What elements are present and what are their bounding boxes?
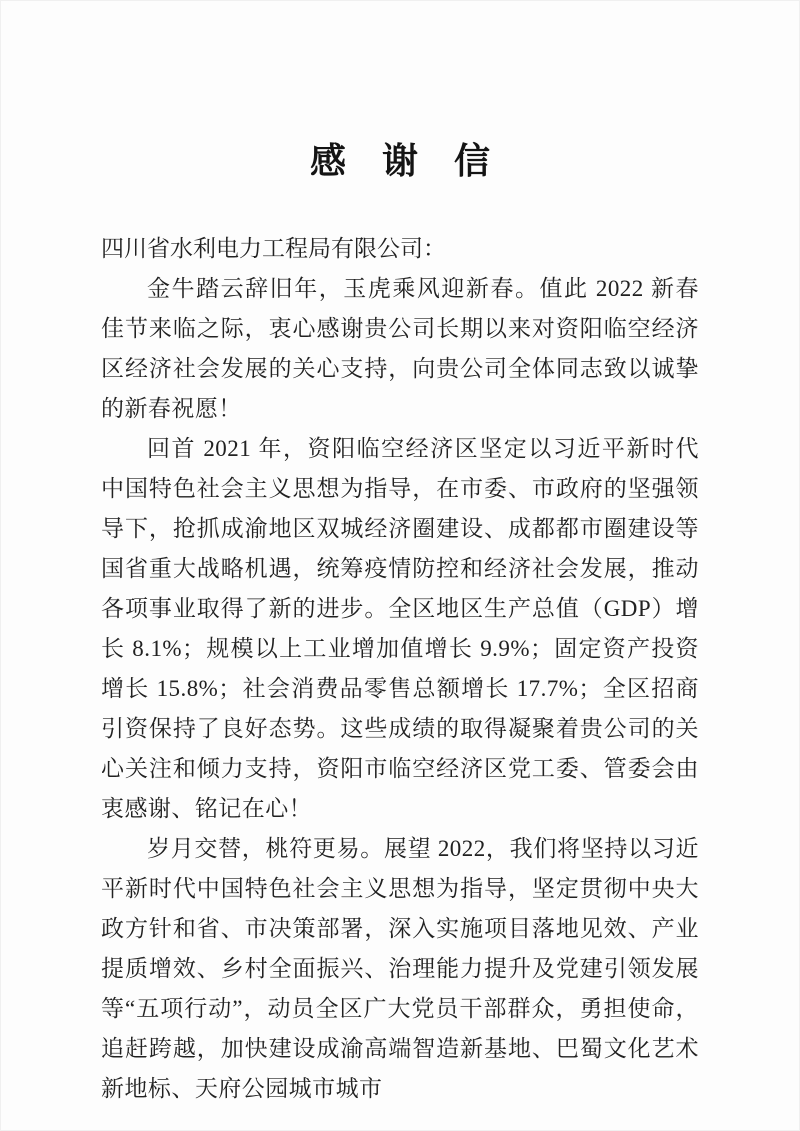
letter-paragraph-review-2021: 回首 2021 年，资阳临空经济区坚定以习近平新时代中国特色社会主义思想为指导，在市委、市政府的坚强领导下，抢抓成渝地区双城经济圈建设、成都都市圈建设等国省重大战略机遇，统筹疫情防控和经济社会发展，推动各项事业取得了新的进步。全区地区生产总值（GDP）增长 8.1%；规模以上工业增加值增长 9.9%；固定资产投资增长 15.8%；社会消费品零售总额增长 17.7%；全区招商引资保持了良好态势。这些成绩的取得凝聚着贵公司的关心关注和倾力支持，资阳市临空经济区党工委、管委会由衷感谢、铭记在心！ <box>101 436 699 821</box>
letter-paragraph-greeting: 金牛踏云辞旧年，玉虎乘风迎新春。值此 2022 新春佳节来临之际，衷心感谢贵公司长期以来对资阳临空经济区经济社会发展的关心支持，向贵公司全体同志致以诚挚的新春祝愿！ <box>101 276 699 421</box>
letter-paragraph-outlook-2022: 岁月交替，桃符更易。展望 2022，我们将坚持以习近平新时代中国特色社会主义思想为指导，坚定贯彻中央大政方针和省、市决策部署，深入实施项目落地见效、产业提质增效、乡村全面振兴、治理能力提升及党建引领发展等“五项行动”，动员全区广大党员干部群众，勇担使命，追赶跨越，加快建设成渝高端智造新基地、巴蜀文化艺术新地标、天府公园城市城市 <box>101 836 699 1101</box>
letter-addressee: 四川省水利电力工程局有限公司： <box>101 236 446 261</box>
letter-title: 感 谢 信 <box>309 141 490 181</box>
